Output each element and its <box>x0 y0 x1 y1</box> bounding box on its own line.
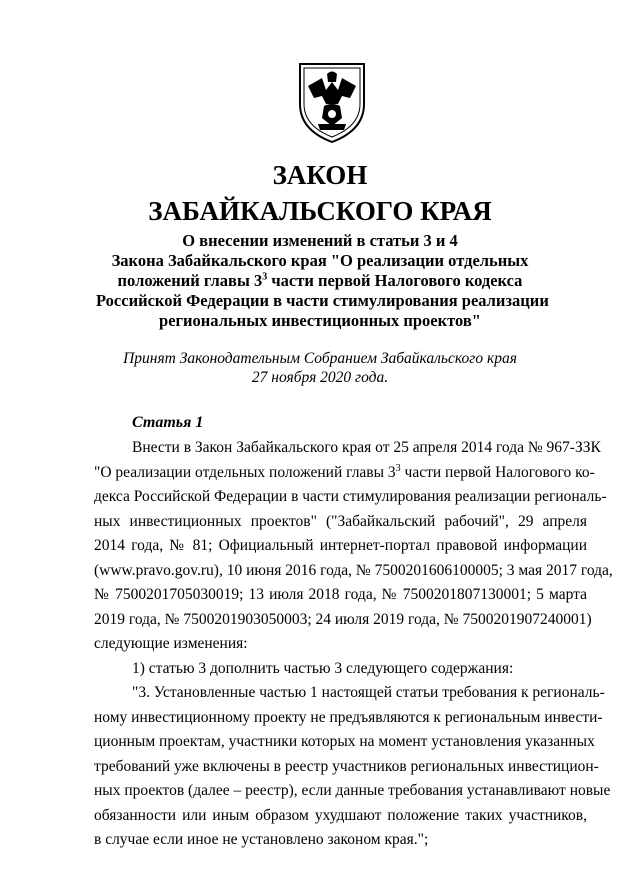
adoption-note <box>0 349 640 387</box>
paragraph-line: обязанности или иным образом ухудшают положение таких участников, <box>94 806 587 824</box>
paragraph-line: ционным проектам, участники которых на момент установления указанных <box>94 733 595 750</box>
paragraph-line: в случае если иное не установлено законом края."; <box>94 831 429 848</box>
subtitle-line: Российской Федерации в части стимулирования реализации <box>96 291 549 310</box>
paragraph-line: "О реализации отдельных положений главы $3^3$ части первой Налогового ко- <box>94 462 595 481</box>
subtitle-line: региональных инвестиционных проектов" <box>159 311 481 330</box>
coat-of-arms-icon <box>296 60 368 144</box>
paragraph-line: 2014 года, № 81; Официальный интернет-портал правовой информации <box>94 537 587 554</box>
paragraph-line: требований уже включены в реестр участников региональных инвестицион- <box>94 757 599 775</box>
adoption-line: Принят Законодательным Собранием Забайкальского края <box>123 350 517 367</box>
subtitle-line: положений главы $3^3$ части первой Налогового кодекса <box>117 271 523 290</box>
article-heading: Статья 1 <box>132 414 204 431</box>
paragraph-line: "3. Установленные частью 1 настоящей статьи требования к региональ- <box>132 684 605 701</box>
document-title: ЗАКОН <box>272 160 368 190</box>
paragraph-line: ных проектов (далее – реестр), если данные требования устанавливают новые <box>94 782 611 799</box>
paragraph-line: 1) статью 3 дополнить частью 3 следующего содержания: <box>132 659 514 677</box>
paragraph-line: № 7500201705030019; 13 июля 2018 года, № 7500201807130001; 5 марта <box>94 586 587 603</box>
paragraph-line: следующие изменения: <box>94 635 248 652</box>
article-body <box>94 436 613 853</box>
document-subtitle <box>96 231 549 331</box>
document-region: ЗАБАЙКАЛЬСКОГО КРАЯ <box>148 196 492 226</box>
paragraph-line: ному инвестиционному проекту не предъявляются к региональным инвести- <box>94 708 603 726</box>
paragraph-line: 2019 года, № 7500201903050003; 24 июля 2019 года, № 7500201907240001) <box>94 610 592 628</box>
subtitle-line: О внесении изменений в статьи 3 и 4 <box>182 231 458 250</box>
paragraph-line: (www.pravo.gov.ru), 10 июня 2016 года, № 7500201606100005; 3 мая 2017 года, <box>94 561 613 579</box>
paragraph-line: Внести в Закон Забайкальского края от 25 апреля 2014 года № 967-ЗЗК <box>132 439 601 456</box>
subtitle-line: Закона Забайкальского края "О реализации отдельных <box>111 251 529 270</box>
paragraph-line: ных инвестиционных проектов" ("Забайкальский рабочий", 29 апреля <box>94 512 587 530</box>
paragraph-line: декса Российской Федерации в части стимулирования реализации региональ- <box>94 488 607 505</box>
adoption-date: 27 ноября 2020 года. <box>251 369 389 386</box>
